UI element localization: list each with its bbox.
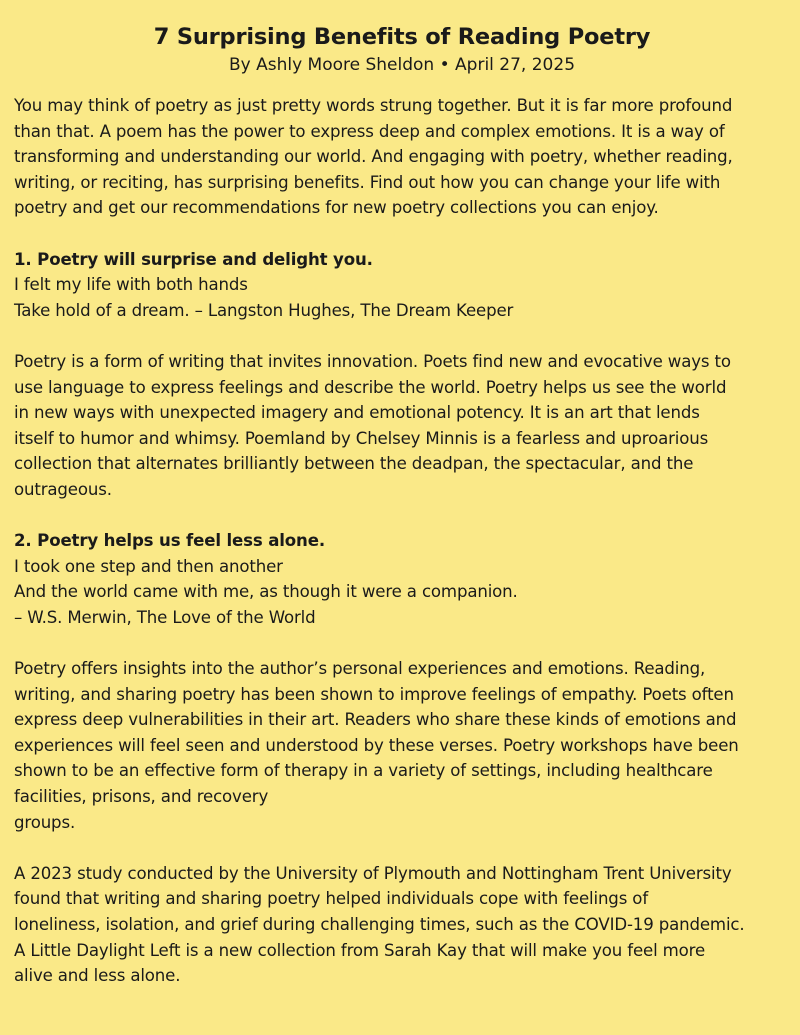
study-line: loneliness, isolation, and grief during challenging times, such as the COVID-19 pandemic. [14,915,745,934]
intro-line: poetry and get our recommendations for new poetry collections you can enjoy. [14,198,659,218]
study-paragraph [14,861,790,989]
section-1-body-line: in new ways with unexpected imagery and emotional potency. It is an art that lends [14,403,700,423]
article-header [14,0,790,78]
section-2-body-line: shown to be an effective form of therapy in a variety of settings, including healthcare [14,761,713,781]
study-line: A 2023 study conducted by the University of Plymouth and Nottingham Trent University [14,863,732,883]
section-1-body-line: outrageous. [14,479,112,499]
section-2-quote-line: – W.S. Merwin, The Love of the World [14,607,316,627]
section-1-body-line: collection that alternates brilliantly between the deadpan, the spectacular, and the [14,454,694,474]
section-1-body-line: use language to express feelings and describe the world. Poetry helps us see the world [14,377,727,397]
section-2-body-line: Poetry offers insights into the author’s personal experiences and emotions. Reading, [14,659,706,679]
article-byline: By Ashly Moore Sheldon • April 27, 2025 [228,55,576,75]
section-2-heading: 2. Poetry helps us feel less alone. [14,531,325,551]
intro-line: transforming and understanding our world. And engaging with poetry, whether reading, [14,147,733,167]
section-1-quote-line: I felt my life with both hands [14,275,248,295]
article-title: 7 Surprising Benefits of Reading Poetry [153,24,651,50]
section-1-heading: 1. Poetry will surprise and delight you. [14,249,373,269]
section-1-body-line: itself to humor and whimsy. Poemland by Chelsey Minnis is a fearless and uproarious [14,428,709,448]
section-2-quote-line: And the world came with me, as though it were a companion. [14,582,518,602]
study-line: A Little Daylight Left is a new collection from Sarah Kay that will make you feel more [14,940,706,960]
section-2-quote-line: I took one step and then another [14,556,283,576]
intro-line: You may think of poetry as just pretty words strung together. But it is far more profound [14,96,733,115]
section-1-body-line: Poetry is a form of writing that invites innovation. Poets find new and evocative ways to [14,351,731,371]
section-2-body-line: facilities, prisons, and recovery [14,787,269,807]
section-1 [14,247,790,324]
study-line: found that writing and sharing poetry helped individuals cope with feelings of [14,889,649,909]
section-1-body [14,349,790,503]
section-2-body-line: writing, and sharing poetry has been shown to improve feelings of empathy. Poets often [14,684,734,704]
study-line: alive and less alone. [14,966,181,986]
section-2-body-line: groups. [14,812,76,832]
intro-line: than that. A poem has the power to express deep and complex emotions. It is a way of [14,121,725,141]
intro-paragraph [14,93,790,221]
section-2-body [14,656,790,835]
section-1-quote-line: Take hold of a dream. – Langston Hughes, The Dream Keeper [14,300,514,320]
section-2-body-line: express deep vulnerabilities in their art. Readers who share these kinds of emotions and [14,710,737,730]
section-2-body-line: experiences will feel seen and understood by these verses. Poetry workshops have been [14,735,739,755]
intro-line: writing, or reciting, has surprising benefits. Find out how you can change your life with [14,172,721,192]
section-2 [14,528,790,630]
